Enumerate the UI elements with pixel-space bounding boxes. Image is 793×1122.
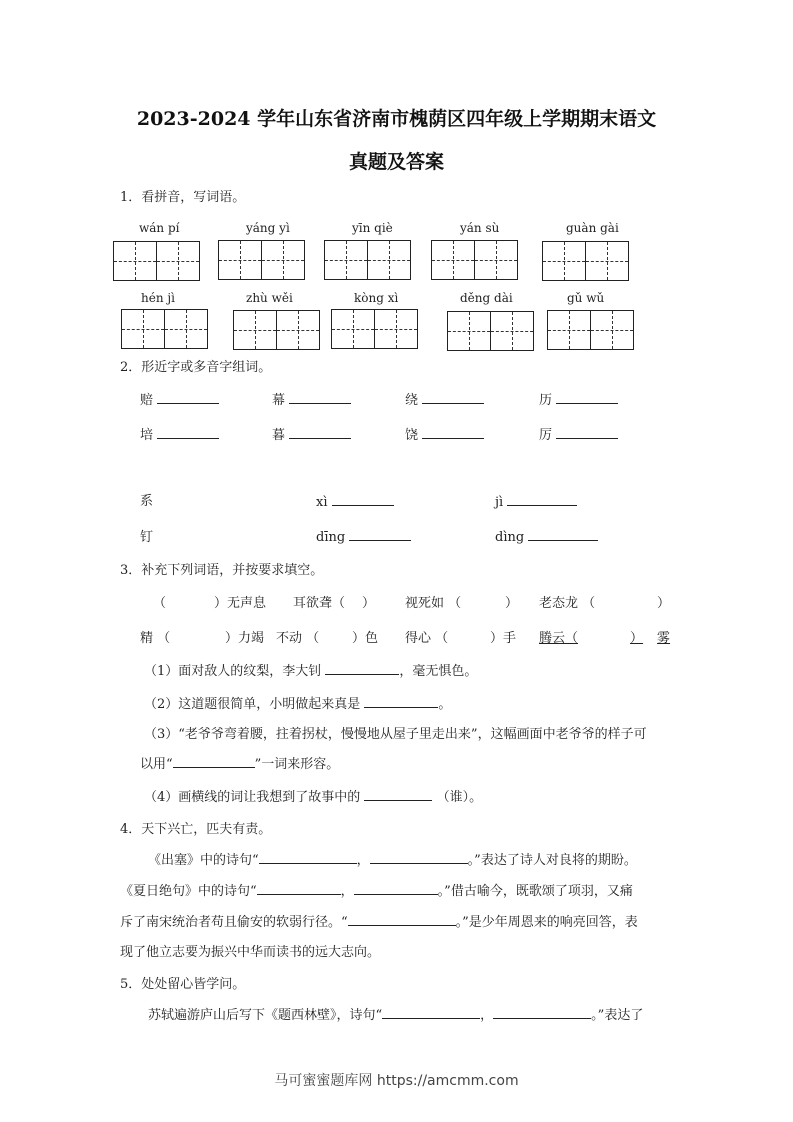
char-item: 厉 bbox=[539, 424, 618, 443]
polyphone-item: dīng bbox=[316, 526, 411, 545]
answer-blank[interactable] bbox=[556, 424, 618, 439]
answer-blank[interactable] bbox=[157, 424, 219, 439]
answer-blank[interactable] bbox=[493, 1004, 591, 1019]
writing-grid-3[interactable] bbox=[324, 240, 411, 280]
answer-blank[interactable] bbox=[528, 526, 598, 541]
char-item: 幕 bbox=[272, 389, 351, 408]
idiom-fragment: 精 （ bbox=[140, 631, 171, 646]
sentence-2: （2）这道题很简单，小明做起来真是 。 bbox=[144, 693, 451, 712]
answer-blank[interactable] bbox=[364, 786, 432, 801]
answer-blank[interactable] bbox=[289, 424, 351, 439]
pinyin-2: yáng yì bbox=[246, 221, 290, 235]
answer-blank[interactable] bbox=[507, 491, 577, 506]
polyphone-char: 系 bbox=[140, 494, 154, 509]
answer-blank[interactable] bbox=[349, 526, 411, 541]
sentence-3-cont: 以用“ ”一词来形容。 bbox=[140, 753, 339, 772]
idiom-fragment: （ bbox=[153, 596, 167, 611]
question-5-label: 5．处处留心皆学问。 bbox=[120, 977, 246, 992]
pinyin-8: kòng xì bbox=[354, 291, 399, 305]
writing-grid-6[interactable] bbox=[121, 309, 208, 349]
answer-blank[interactable] bbox=[289, 389, 351, 404]
pinyin-9: děng dài bbox=[460, 291, 513, 305]
answer-blank[interactable] bbox=[348, 911, 456, 926]
pinyin-6: hén jì bbox=[141, 291, 175, 305]
answer-blank[interactable] bbox=[157, 389, 219, 404]
question-3-label: 3．补充下列词语，并按要求填空。 bbox=[120, 563, 324, 578]
writing-grid-2[interactable] bbox=[218, 240, 305, 280]
writing-grid-9[interactable] bbox=[447, 311, 534, 351]
char-item: 暮 bbox=[272, 424, 351, 443]
polyphone-item: jì bbox=[495, 491, 577, 510]
char-item: 赔 bbox=[140, 389, 219, 408]
writing-grid-8[interactable] bbox=[331, 309, 418, 349]
char-item: 历 bbox=[539, 389, 618, 408]
q5-line-1: 苏轼遍游庐山后写下《题西林壁》，诗句“ ， 。”表达了 bbox=[148, 1004, 643, 1023]
q4-line-3: 斥了南宋统治者苟且偷安的软弱行径。“ 。”是少年周恩来的响亮回答，表 bbox=[120, 911, 638, 930]
answer-blank[interactable] bbox=[370, 849, 468, 864]
char-item: 培 bbox=[140, 424, 219, 443]
underlined-idiom: 腾云（ ） 雾 bbox=[539, 631, 671, 646]
pinyin-7: zhù wěi bbox=[246, 291, 293, 305]
footer-watermark[interactable]: 马可蜜蜜题库网 https://amcmm.com bbox=[274, 1073, 519, 1089]
answer-blank[interactable] bbox=[364, 693, 438, 708]
idiom-fragment: ）力竭 bbox=[225, 631, 265, 646]
idiom-fragment: ） bbox=[505, 596, 519, 611]
answer-blank[interactable] bbox=[354, 880, 438, 895]
idiom-fragment: ）无声息 bbox=[214, 596, 267, 611]
q4-line-4: 现了他立志要为振兴中华而读书的远大志向。 bbox=[120, 945, 381, 960]
sentence-4: （4）画横线的词让我想到了故事中的 （谁）。 bbox=[144, 786, 482, 805]
answer-blank[interactable] bbox=[422, 389, 484, 404]
answer-blank[interactable] bbox=[422, 424, 484, 439]
page-title-line2: 真题及答案 bbox=[348, 151, 444, 173]
page-title: 2023-2024 学年山东省济南市槐荫区四年级上学期期末语文 bbox=[136, 108, 657, 130]
writing-grid-4[interactable] bbox=[431, 240, 518, 280]
idiom-fragment: ） bbox=[657, 596, 671, 611]
answer-blank[interactable] bbox=[382, 1004, 480, 1019]
idiom-fragment: ） bbox=[362, 596, 376, 611]
char-item: 饶 bbox=[405, 424, 484, 443]
idiom-fragment: 视死如 （ bbox=[405, 596, 462, 611]
sentence-3: （3）“老爷爷弯着腰，拄着拐杖，慢慢地从屋子里走出来”，这幅画面中老爷爷的样子可 bbox=[144, 727, 647, 742]
idiom-fragment: 耳欲聋（ bbox=[293, 596, 346, 611]
answer-blank[interactable] bbox=[257, 880, 341, 895]
answer-blank[interactable] bbox=[556, 389, 618, 404]
writing-grid-5[interactable] bbox=[542, 241, 629, 281]
pinyin-4: yán sù bbox=[460, 221, 500, 235]
pinyin-1: wán pí bbox=[139, 221, 180, 235]
question-1-label: 1．看拼音，写词语。 bbox=[120, 190, 246, 205]
polyphone-item: xì bbox=[316, 491, 394, 510]
idiom-fragment: 老态龙 （ bbox=[539, 596, 596, 611]
answer-blank[interactable] bbox=[173, 753, 255, 768]
pinyin-5: guàn gài bbox=[566, 221, 619, 235]
answer-blank[interactable] bbox=[325, 660, 399, 675]
pinyin-10: gǔ wǔ bbox=[567, 291, 605, 305]
idiom-fragment: ）手 bbox=[490, 631, 517, 646]
writing-grid-1[interactable] bbox=[113, 241, 200, 281]
writing-grid-10[interactable] bbox=[547, 310, 634, 350]
sentence-1: （1）面对敌人的纹梨，李大钊 ，毫无惧色。 bbox=[144, 660, 477, 679]
polyphone-char: 钉 bbox=[140, 530, 154, 545]
polyphone-item: dìng bbox=[495, 526, 598, 545]
question-4-label: 4．天下兴亡，匹夫有责。 bbox=[120, 822, 272, 837]
idiom-fragment: 不动 （ bbox=[276, 631, 320, 646]
answer-blank[interactable] bbox=[259, 849, 357, 864]
answer-blank[interactable] bbox=[332, 491, 394, 506]
char-item: 绕 bbox=[405, 389, 484, 408]
idiom-fragment: 得心 （ bbox=[405, 631, 449, 646]
idiom-fragment: ）色 bbox=[352, 631, 379, 646]
q4-line-1: 《出塞》中的诗句“ ， 。”表达了诗人对良将的期盼。 bbox=[148, 849, 637, 868]
writing-grid-7[interactable] bbox=[233, 310, 320, 350]
pinyin-3: yīn qiè bbox=[352, 221, 393, 235]
question-2-label: 2．形近字或多音字组词。 bbox=[120, 360, 272, 375]
q4-line-2: 《夏日绝句》中的诗句“ ， 。”借古喻今，既歌颂了项羽，又痛 bbox=[120, 880, 633, 899]
